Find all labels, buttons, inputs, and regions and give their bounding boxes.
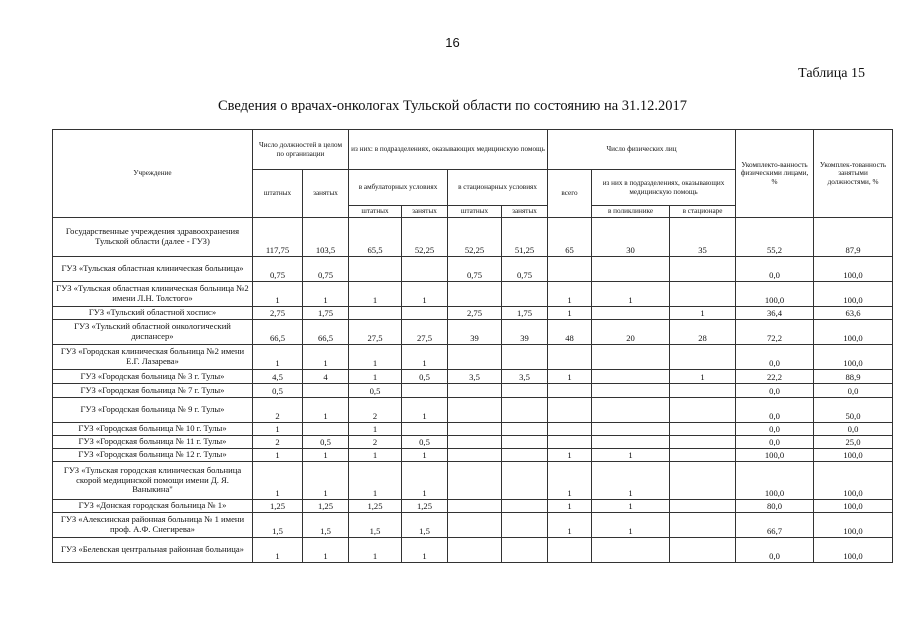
table-header [53,130,893,218]
cell-value: 0,5 [303,436,349,449]
cell-value: 1,25 [253,500,303,513]
cell-value [502,462,548,500]
header-positions: Число должностей в целом по организации [253,130,349,170]
cell-value [448,345,502,370]
cell-value [592,345,670,370]
cell-value: 1 [402,398,448,423]
cell-value: 100,0 [814,345,893,370]
cell-value [502,449,548,462]
cell-value [670,436,736,449]
cell-value: 1 [253,345,303,370]
cell-value: 1 [592,462,670,500]
cell-value: 0,75 [448,257,502,282]
header-staff: штатных [253,170,303,218]
cell-value: 1,25 [349,500,402,513]
table-row [53,513,893,538]
table-row [53,423,893,436]
cell-value: 117,75 [253,218,303,257]
cell-value: 0,0 [736,423,814,436]
institution-name: ГУЗ «Донская городская больница № 1» [53,500,253,513]
header-total: всего [548,170,592,218]
institution-name: ГУЗ «Тульская городская клиническая больница скорой медицинской помощи имени Д. Я. Ваныкина" [53,462,253,500]
table-row [53,398,893,423]
cell-value: 2 [253,398,303,423]
cell-value: 4,5 [253,370,303,384]
cell-value: 1 [402,538,448,563]
cell-value: 55,2 [736,218,814,257]
header-amb-staff: штатных [349,206,402,218]
cell-value: 39 [448,320,502,345]
cell-value: 48 [548,320,592,345]
cell-value: 1 [349,449,402,462]
cell-value [670,345,736,370]
cell-value [448,462,502,500]
institution-name: ГУЗ «Городская больница № 7 г. Тулы» [53,384,253,398]
cell-value [548,436,592,449]
header-staffing-persons: Укомплекто-ванность физическими лицами, % [736,130,814,218]
cell-value [670,282,736,307]
cell-value [448,384,502,398]
cell-value: 1 [253,462,303,500]
cell-value [592,370,670,384]
institution-name: ГУЗ «Городская больница № 10 г. Тулы» [53,423,253,436]
cell-value [548,398,592,423]
cell-value: 0,5 [349,384,402,398]
cell-value: 65,5 [349,218,402,257]
cell-value [592,398,670,423]
table-row [53,538,893,563]
institution-name: ГУЗ «Городская клиническая больница №2 имени Е.Г. Лазарева» [53,345,253,370]
cell-value: 0,0 [736,345,814,370]
cell-value: 52,25 [448,218,502,257]
cell-value: 3,5 [448,370,502,384]
cell-value: 30 [592,218,670,257]
cell-value [402,257,448,282]
cell-value [670,449,736,462]
institution-name: ГУЗ «Белевская центральная районная больница» [53,538,253,563]
cell-value [670,538,736,563]
cell-value: 2 [253,436,303,449]
cell-value: 0,0 [736,384,814,398]
cell-value: 1 [303,462,349,500]
cell-value: 2,75 [448,307,502,320]
header-inp-occupied: занятых [502,206,548,218]
table-row [53,345,893,370]
cell-value: 0,0 [736,436,814,449]
cell-value: 0,0 [736,398,814,423]
cell-value: 72,2 [736,320,814,345]
cell-value [592,384,670,398]
header-ambulatory: в амбулаторных условиях [349,170,448,206]
cell-value: 80,0 [736,500,814,513]
table-label: Таблица 15 [798,66,865,81]
cell-value [448,538,502,563]
cell-value [402,307,448,320]
cell-value: 100,0 [814,500,893,513]
cell-value [303,384,349,398]
table-row [53,282,893,307]
cell-value: 1 [253,423,303,436]
table-row [53,218,893,257]
document-title: Сведения о врачах-онкологах Тульской области по состоянию на 31.12.2017 [217,98,688,114]
cell-value: 0,75 [253,257,303,282]
institution-name: ГУЗ «Городская больница № 9 г. Тулы» [53,398,253,423]
cell-value: 1 [670,307,736,320]
institution-name: ГУЗ «Тульский областной онкологический диспансер» [53,320,253,345]
cell-value: 100,0 [814,538,893,563]
cell-value: 1,5 [253,513,303,538]
cell-value [502,436,548,449]
cell-value: 1 [349,282,402,307]
cell-value: 50,0 [814,398,893,423]
cell-value: 1 [548,513,592,538]
cell-value: 63,6 [814,307,893,320]
cell-value: 27,5 [349,320,402,345]
cell-value [502,538,548,563]
cell-value [502,398,548,423]
table-row [53,370,893,384]
table-row [53,257,893,282]
cell-value: 1 [670,370,736,384]
cell-value: 100,0 [814,282,893,307]
cell-value: 66,7 [736,513,814,538]
cell-value: 0,75 [303,257,349,282]
cell-value [448,449,502,462]
table-row [53,500,893,513]
cell-value: 0,0 [814,423,893,436]
cell-value: 2 [349,398,402,423]
cell-value [670,257,736,282]
cell-value [548,384,592,398]
oncologists-table [52,129,893,563]
institution-name: ГУЗ «Городская больница № 3 г. Тулы» [53,370,253,384]
cell-value: 100,0 [736,282,814,307]
cell-value: 100,0 [814,449,893,462]
cell-value: 1,5 [303,513,349,538]
cell-value: 1,75 [502,307,548,320]
cell-value: 36,4 [736,307,814,320]
cell-value: 1,5 [349,513,402,538]
cell-value [402,423,448,436]
cell-value [592,423,670,436]
header-persons: Число физических лиц [548,130,736,170]
header-polyclinic: в поликлинике [592,206,670,218]
header-persons-subdiv: из них в подразделениях, оказывающих медицинскую помощь [592,170,736,206]
cell-value [592,307,670,320]
cell-value: 0,0 [814,384,893,398]
cell-value [548,423,592,436]
institution-name: ГУЗ «Тульская областная клиническая больница №2 имени Л.Н. Толстого» [53,282,253,307]
cell-value [448,513,502,538]
cell-value: 1 [592,513,670,538]
header-hospital: в стационаре [670,206,736,218]
cell-value: 1 [548,500,592,513]
cell-value: 1 [253,538,303,563]
cell-value [670,462,736,500]
table-row [53,462,893,500]
cell-value: 87,9 [814,218,893,257]
table-body [53,218,893,563]
cell-value: 1 [303,282,349,307]
cell-value: 1 [548,370,592,384]
cell-value [592,436,670,449]
cell-value: 35 [670,218,736,257]
cell-value: 28 [670,320,736,345]
cell-value: 20 [592,320,670,345]
cell-value: 1 [349,345,402,370]
cell-value: 1 [592,282,670,307]
cell-value [592,538,670,563]
cell-value: 1,75 [303,307,349,320]
cell-value: 39 [502,320,548,345]
cell-value [548,257,592,282]
cell-value [502,384,548,398]
cell-value: 1 [402,449,448,462]
cell-value [349,307,402,320]
cell-value: 1 [253,282,303,307]
cell-value: 0,75 [502,257,548,282]
cell-value [502,513,548,538]
cell-value [670,398,736,423]
cell-value [670,500,736,513]
cell-value [402,384,448,398]
cell-value: 1 [303,398,349,423]
header-inpatient: в стационарных условиях [448,170,548,206]
cell-value: 100,0 [814,513,893,538]
cell-value: 88,9 [814,370,893,384]
cell-value [448,500,502,513]
cell-value [502,345,548,370]
cell-value: 1 [592,449,670,462]
cell-value: 4 [303,370,349,384]
cell-value: 0,5 [253,384,303,398]
cell-value: 0,5 [402,370,448,384]
cell-value [349,257,402,282]
cell-value: 1,5 [402,513,448,538]
cell-value: 27,5 [402,320,448,345]
header-amb-occupied: занятых [402,206,448,218]
cell-value: 1,25 [303,500,349,513]
cell-value: 1 [402,282,448,307]
institution-name: ГУЗ «Городская больница № 12 г. Тулы» [53,449,253,462]
cell-value: 3,5 [502,370,548,384]
cell-value [670,384,736,398]
cell-value: 1 [592,500,670,513]
cell-value [502,423,548,436]
cell-value: 1 [349,370,402,384]
cell-value: 100,0 [736,449,814,462]
cell-value: 1 [548,307,592,320]
cell-value: 100,0 [814,257,893,282]
cell-value: 0,5 [402,436,448,449]
cell-value [502,500,548,513]
cell-value: 0,0 [736,538,814,563]
table-row [53,449,893,462]
cell-value [448,423,502,436]
cell-value: 66,5 [253,320,303,345]
header-occupied: занятых [303,170,349,218]
cell-value: 100,0 [814,320,893,345]
cell-value: 52,25 [402,218,448,257]
header-institution: Учреждение [53,130,253,218]
institution-name: ГУЗ «Тульский областной хоспис» [53,307,253,320]
cell-value [448,282,502,307]
cell-value: 1 [349,538,402,563]
cell-value: 65 [548,218,592,257]
cell-value: 1 [349,423,402,436]
table-row [53,436,893,449]
institution-name: ГУЗ «Алексинская районная больница № 1 имени проф. А.Ф. Снегирева» [53,513,253,538]
cell-value: 25,0 [814,436,893,449]
cell-value [670,423,736,436]
header-inp-staff: штатных [448,206,502,218]
cell-value: 51,25 [502,218,548,257]
header-staffing-positions: Укомплек-тованность занятыми должностями, % [814,130,893,218]
cell-value: 66,5 [303,320,349,345]
cell-value: 1 [303,345,349,370]
cell-value [448,398,502,423]
cell-value [592,257,670,282]
cell-value: 1 [548,462,592,500]
cell-value: 1,25 [402,500,448,513]
institution-name: Государственные учреждения здравоохранения Тульской области (далее - ГУЗ) [53,218,253,257]
cell-value: 1 [548,282,592,307]
cell-value: 22,2 [736,370,814,384]
table-row [53,384,893,398]
cell-value: 2 [349,436,402,449]
institution-name: ГУЗ «Тульская областная клиническая больница» [53,257,253,282]
cell-value [548,538,592,563]
cell-value [502,282,548,307]
cell-value: 100,0 [736,462,814,500]
cell-value [448,436,502,449]
institution-name: ГУЗ «Городская больница № 11 г. Тулы» [53,436,253,449]
header-subdivisions: из них: в подразделениях, оказывающих медицинскую помощь [349,130,548,170]
cell-value: 1 [303,538,349,563]
cell-value: 1 [349,462,402,500]
cell-value: 103,5 [303,218,349,257]
cell-value: 1 [303,449,349,462]
cell-value: 1 [402,345,448,370]
cell-value [548,345,592,370]
table-row [53,320,893,345]
table-row [53,307,893,320]
page-number: 16 [445,35,460,50]
cell-value: 0,0 [736,257,814,282]
cell-value: 1 [548,449,592,462]
cell-value: 1 [402,462,448,500]
cell-value: 100,0 [814,462,893,500]
cell-value [303,423,349,436]
cell-value [670,513,736,538]
cell-value: 2,75 [253,307,303,320]
cell-value: 1 [253,449,303,462]
